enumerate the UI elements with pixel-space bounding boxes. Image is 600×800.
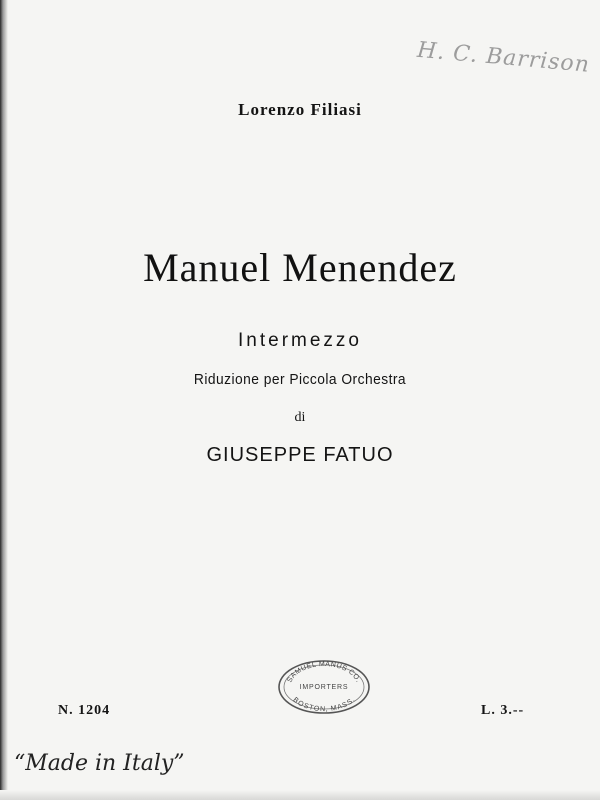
piece-subtitle: Intermezzo <box>238 330 362 351</box>
stamp-line-1: SAMUEL MANUS CO. <box>286 660 362 684</box>
price-label: L. 3.-- <box>481 703 525 718</box>
by-label: di <box>294 410 306 425</box>
page-bottom-edge <box>0 790 600 800</box>
stamp-oval-icon <box>276 658 372 716</box>
svg-text:BOSTON, MASS. <box>291 696 356 713</box>
arranger-name: GIUSEPPE FATUO <box>206 444 394 466</box>
piece-title: Manuel Menendez <box>143 245 457 290</box>
stamp-line-2: IMPORTERS <box>299 684 349 691</box>
importer-stamp <box>276 658 372 716</box>
page-edge-shadow <box>0 0 8 800</box>
stamp-line-3: BOSTON, MASS. <box>291 696 357 714</box>
arrangement-note: Riduzione per Piccola Orchestra <box>193 371 407 388</box>
svg-text:SAMUEL MANUS CO. <box>286 661 361 684</box>
catalog-number: N. 1204 <box>58 703 111 718</box>
composer-name: Lorenzo Filiasi <box>238 100 362 119</box>
handwritten-signature: H. C. Barrison <box>416 37 591 78</box>
made-in-italy-note: “Made in Italy” <box>14 751 185 776</box>
